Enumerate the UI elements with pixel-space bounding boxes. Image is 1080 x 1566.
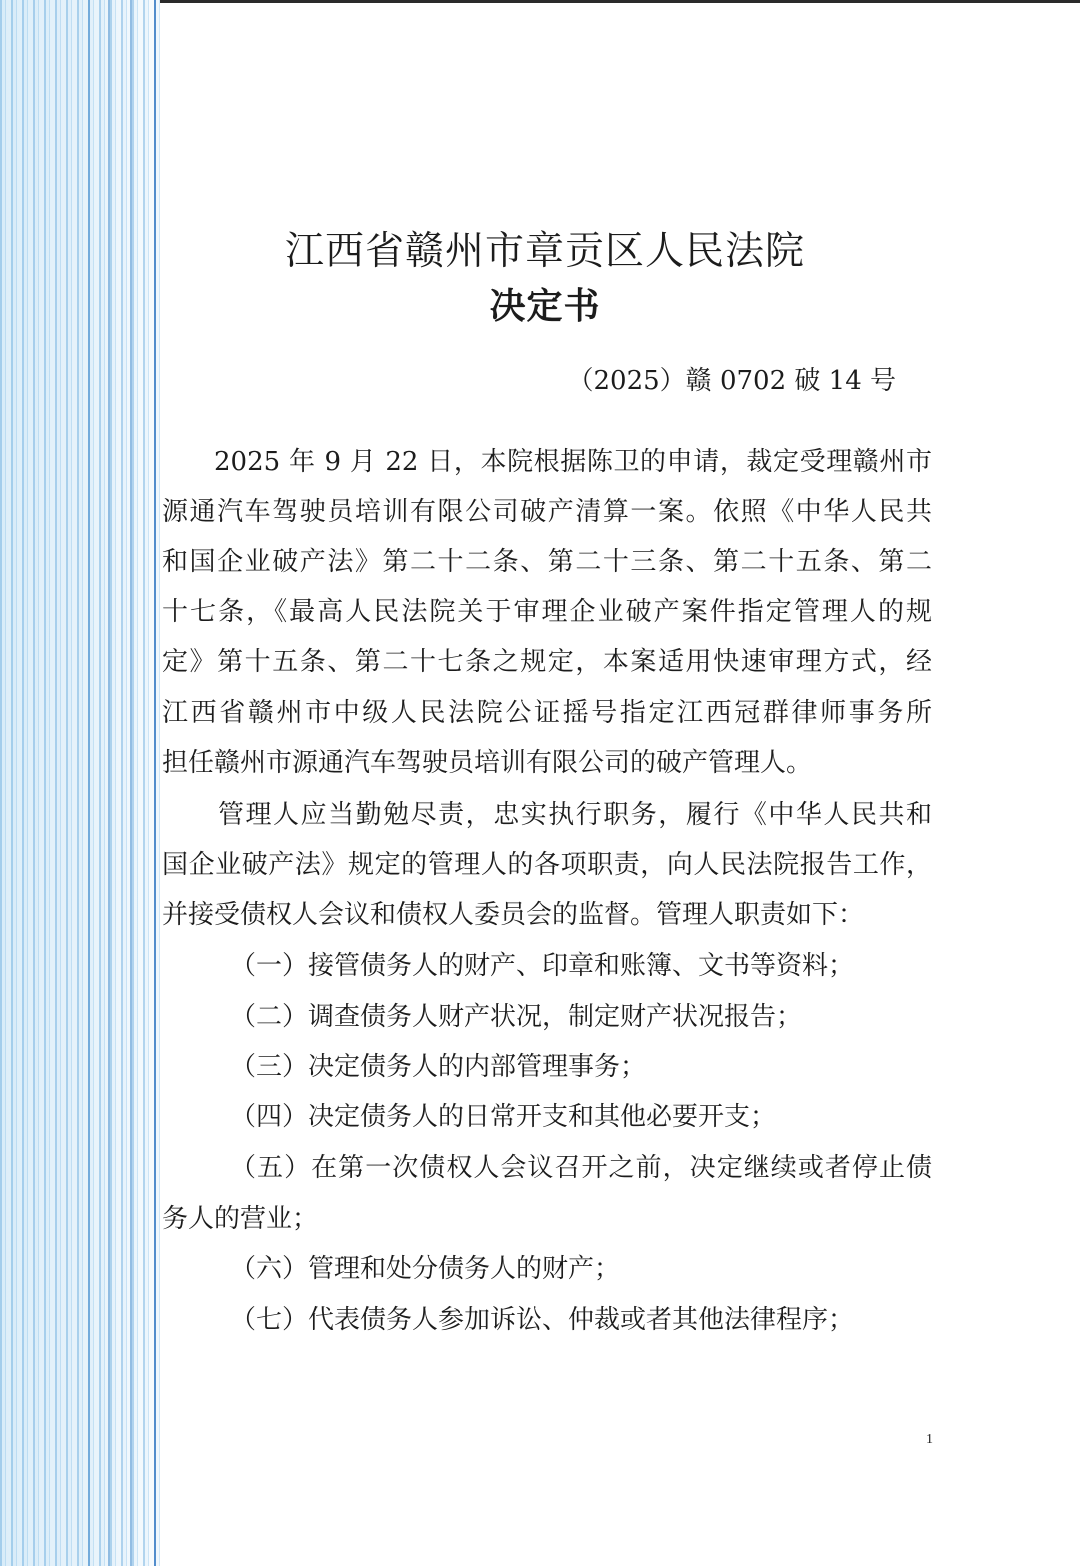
duty-item: （六）管理和处分债务人的财产； [230,1254,621,1284]
paragraph-line: 江西省赣州市中级人民法院公证摇号指定江西冠群律师事务所 [162,698,932,728]
paragraph-line: 国企业破产法》规定的管理人的各项职责，向人民法院报告工作， [162,850,932,880]
paragraph-line: 并接受债权人会议和债权人委员会的监督。管理人职责如下： [162,900,865,930]
paragraph-line: 十七条，《最高人民法院关于审理企业破产案件指定管理人的规 [162,597,932,627]
duty-item: （五）在第一次债权人会议召开之前，决定继续或者停止债 [230,1153,932,1183]
scan-top-edge [0,0,1080,3]
court-name: 江西省赣州市章贡区人民法院 [284,229,805,274]
duty-item: （三）决定债务人的内部管理事务； [230,1052,647,1082]
paragraph-line: 源通汽车驾驶员培训有限公司破产清算一案。依照《中华人民共 [162,497,932,527]
duty-item: （二）调查债务人财产状况，制定财产状况报告； [230,1002,803,1032]
paragraph-line: 2025 年 9 月 22 日，本院根据陈卫的申请，裁定受理赣州市 [214,447,932,477]
paragraph-line: 担任赣州市源通汽车驾驶员培训有限公司的破产管理人。 [162,748,813,778]
duty-item: （七）代表债务人参加诉讼、仲裁或者其他法律程序； [230,1305,855,1335]
duty-item: （一）接管债务人的财产、印章和账簿、文书等资料； [230,951,855,981]
document-title: 决定书 [489,286,601,327]
duty-item-continuation: 务人的营业； [162,1204,319,1234]
case-number: （2025）赣 0702 破 14 号 [567,366,896,396]
page-number: 1 [926,1432,933,1447]
paragraph-line: 管理人应当勤勉尽责，忠实执行职务，履行《中华人民共和 [218,800,932,830]
paragraph-line: 和国企业破产法》第二十二条、第二十三条、第二十五条、第二 [162,547,932,577]
duty-item: （四）决定债务人的日常开支和其他必要开支； [230,1102,777,1132]
paragraph-line: 定》第十五条、第二十七条之规定，本案适用快速审理方式，经 [162,647,932,677]
